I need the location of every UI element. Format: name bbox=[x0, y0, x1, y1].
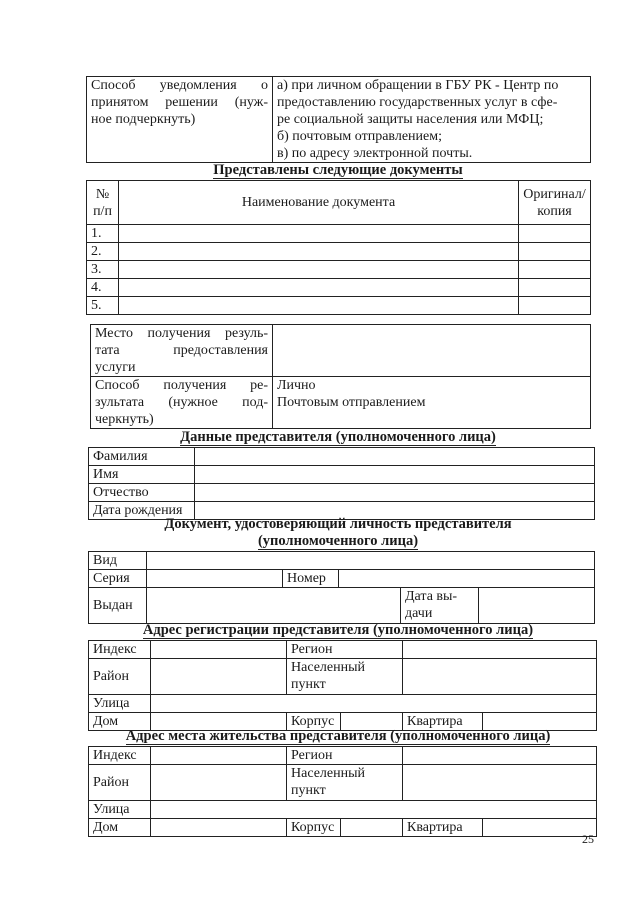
patronymic-label: Отчество bbox=[89, 484, 195, 502]
id-issue-date-label: Дата вы- дачи bbox=[401, 588, 479, 624]
id-type-field[interactable] bbox=[147, 552, 595, 570]
doc-orig-cell[interactable] bbox=[519, 261, 591, 279]
reg-address-table bbox=[88, 640, 597, 731]
reg-locality-label: Населенный пункт bbox=[287, 659, 403, 695]
doc-orig-cell[interactable] bbox=[519, 225, 591, 243]
id-issue-date-field[interactable] bbox=[479, 588, 595, 624]
res-region-label: Регион bbox=[287, 747, 403, 765]
res-house-field[interactable] bbox=[151, 819, 287, 837]
birth-date-label: Дата рождения bbox=[89, 502, 195, 520]
res-house-label: Дом bbox=[89, 819, 151, 837]
name-field[interactable] bbox=[195, 466, 595, 484]
reg-house-label: Дом bbox=[89, 713, 151, 731]
res-apartment-label: Квартира bbox=[403, 819, 483, 837]
doc-name-cell[interactable] bbox=[119, 279, 519, 297]
doc-name-cell[interactable] bbox=[119, 225, 519, 243]
res-street-field[interactable] bbox=[151, 801, 597, 819]
col-orig-header: Оригинал/ копия bbox=[519, 181, 591, 225]
reg-index-field[interactable] bbox=[151, 641, 287, 659]
res-street-label: Улица bbox=[89, 801, 151, 819]
id-document-heading: Документ, удостоверяющий личность представителя (уполномоченного лица) bbox=[164, 516, 512, 549]
patronymic-field[interactable] bbox=[195, 484, 595, 502]
id-series-label: Серия bbox=[89, 570, 147, 588]
reg-region-field[interactable] bbox=[403, 641, 597, 659]
reg-district-label: Район bbox=[89, 659, 151, 695]
row-number: 5. bbox=[87, 297, 119, 315]
res-index-label: Индекс bbox=[89, 747, 151, 765]
result-table bbox=[90, 324, 591, 429]
row-number: 4. bbox=[87, 279, 119, 297]
res-locality-field[interactable] bbox=[403, 765, 597, 801]
res-building-field[interactable] bbox=[341, 819, 403, 837]
notification-label-line: Способ уведомления о bbox=[91, 78, 268, 93]
id-issued-label: Выдан bbox=[89, 588, 147, 624]
id-number-label: Номер bbox=[283, 570, 339, 588]
surname-label: Фамилия bbox=[89, 448, 195, 466]
doc-orig-cell[interactable] bbox=[519, 279, 591, 297]
id-issued-field[interactable] bbox=[147, 588, 401, 624]
reg-index-label: Индекс bbox=[89, 641, 151, 659]
doc-orig-cell[interactable] bbox=[519, 297, 591, 315]
notification-option: ре социальной защиты населения или МФЦ; bbox=[277, 112, 544, 127]
reg-building-label: Корпус bbox=[287, 713, 341, 731]
reg-address-heading: Адрес регистрации представителя (уполномоченного лица) bbox=[142, 622, 534, 638]
reg-region-label: Регион bbox=[287, 641, 403, 659]
reg-street-label: Улица bbox=[89, 695, 151, 713]
notification-label-line: принятом решении (нуж- bbox=[91, 95, 268, 110]
col-name-header: Наименование документа bbox=[119, 181, 519, 225]
reg-district-field[interactable] bbox=[151, 659, 287, 695]
row-number: 2. bbox=[87, 243, 119, 261]
notification-options-cell[interactable] bbox=[273, 77, 591, 163]
res-index-field[interactable] bbox=[151, 747, 287, 765]
res-district-field[interactable] bbox=[151, 765, 287, 801]
notification-label-cell bbox=[87, 77, 273, 163]
result-method-label: Способ получения ре- зультата (нужное под- черкнуть) bbox=[91, 377, 273, 429]
page-number: 25 bbox=[582, 832, 594, 846]
reg-apartment-label: Квартира bbox=[403, 713, 483, 731]
reg-locality-field[interactable] bbox=[403, 659, 597, 695]
name-label: Имя bbox=[89, 466, 195, 484]
id-document-table bbox=[88, 551, 595, 624]
notification-option: в) по адресу электронной почты. bbox=[277, 146, 473, 161]
notification-label-line: ное подчеркнуть) bbox=[91, 112, 196, 127]
id-type-label: Вид bbox=[89, 552, 147, 570]
notification-option: б) почтовым отправлением; bbox=[277, 129, 442, 144]
row-number: 3. bbox=[87, 261, 119, 279]
representative-heading: Данные представителя (уполномоченного лица) bbox=[180, 429, 496, 445]
notification-option: а) при личном обращении в ГБУ РК - Центр по bbox=[277, 78, 559, 93]
option-personal[interactable]: Лично bbox=[277, 378, 316, 393]
id-number-field[interactable] bbox=[339, 570, 595, 588]
reg-street-field[interactable] bbox=[151, 695, 597, 713]
col-num-header: № п/п bbox=[87, 181, 119, 225]
res-region-field[interactable] bbox=[403, 747, 597, 765]
notification-option: предоставлению государственных услуг в сфе- bbox=[277, 95, 558, 110]
res-locality-label: Населенный пункт bbox=[287, 765, 403, 801]
doc-name-cell[interactable] bbox=[119, 261, 519, 279]
res-building-label: Корпус bbox=[287, 819, 341, 837]
doc-name-cell[interactable] bbox=[119, 297, 519, 315]
documents-heading: Представлены следующие документы bbox=[213, 162, 463, 178]
result-method-options[interactable] bbox=[273, 377, 591, 429]
option-post[interactable]: Почтовым отправлением bbox=[277, 395, 426, 410]
res-address-table bbox=[88, 746, 597, 837]
documents-table bbox=[86, 180, 591, 315]
notification-table bbox=[86, 76, 591, 163]
representative-table bbox=[88, 447, 595, 520]
result-place-label: Место получения резуль- тата предоставления услуги bbox=[91, 325, 273, 377]
id-series-field[interactable] bbox=[147, 570, 283, 588]
res-district-label: Район bbox=[89, 765, 151, 801]
surname-field[interactable] bbox=[195, 448, 595, 466]
doc-orig-cell[interactable] bbox=[519, 243, 591, 261]
res-apartment-field[interactable] bbox=[483, 819, 597, 837]
res-address-heading: Адрес места жительства представителя (уполномоченного лица) bbox=[125, 728, 551, 744]
result-place-value[interactable] bbox=[273, 325, 591, 377]
row-number: 1. bbox=[87, 225, 119, 243]
doc-name-cell[interactable] bbox=[119, 243, 519, 261]
